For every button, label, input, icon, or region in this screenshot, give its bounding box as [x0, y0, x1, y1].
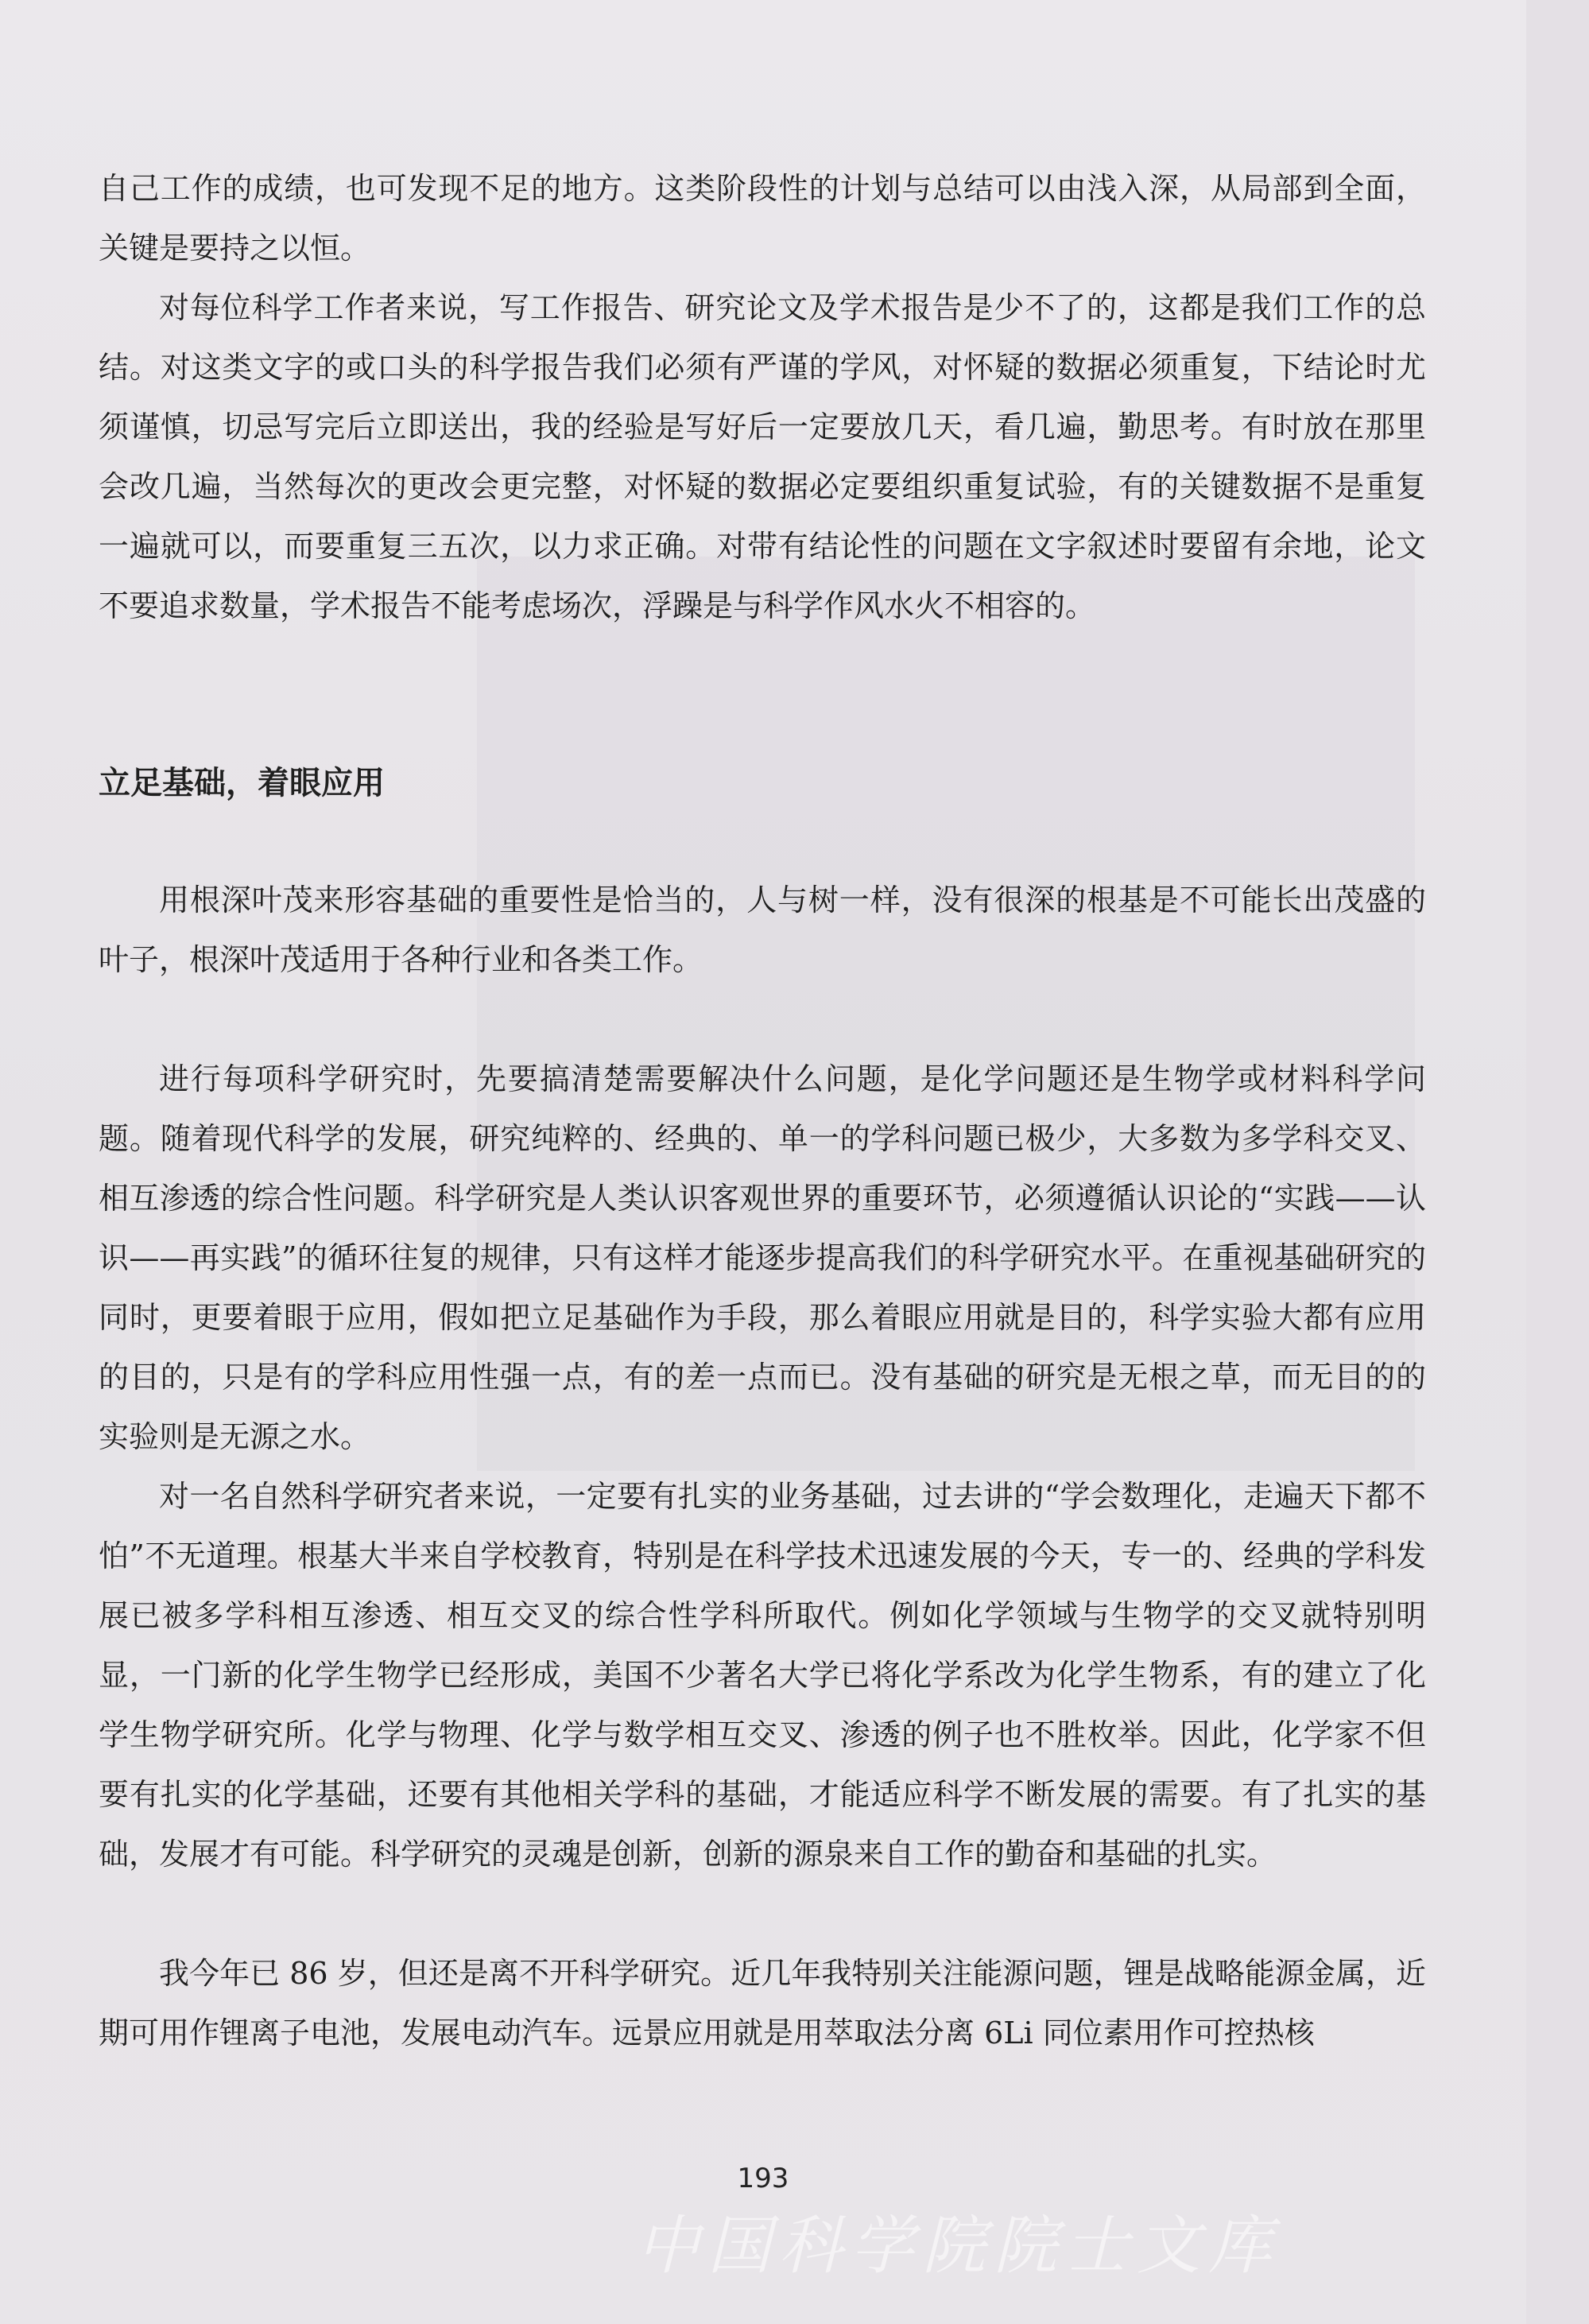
scan-edge [1526, 0, 1589, 2324]
paragraph-3: 用根深叶茂来形容基础的重要性是恰当的，人与树一样，没有很深的根基是不可能长出茂盛的叶子，根深叶茂适用于各种行业和各类工作。 [99, 883, 1426, 977]
text-block-4 [99, 1467, 1426, 1884]
text-block-2 [99, 871, 1426, 990]
paragraph-4: 进行每项科学研究时，先要搞清楚需要解决什么问题，是化学问题还是生物学或材料科学问题。随着现代科学的发展，研究纯粹的、经典的、单一的学科问题已极少，大多数为多学科交叉、相互渗透的综合性问题。科学研究是人类认识客观世界的重要环节，必须遵循认识论的“实践——认识——再实践”的循环往复的规律，只有这样才能逐步提高我们的科学研究水平。在重视基础研究的同时，更要着眼于应用，假如把立足基础作为手段，那么着眼应用就是目的，科学实验大都有应用的目的，只是有的学科应用性强一点，有的差一点而已。没有基础的研究是无根之草，而无目的的实验则是无源之水。 [99, 1061, 1426, 1454]
section-heading: 立足基础，着眼应用 [99, 765, 385, 801]
text-block-5 [99, 1944, 1426, 2063]
text-block-3 [99, 1049, 1426, 1467]
paragraph-6: 我今年已 86 岁，但还是离不开科学研究。近几年我特别关注能源问题，锂是战略能源金属，近期可用作锂离子电池，发展电动汽车。远景应用就是用萃取法分离 6Li 同位素用作可控热核 [99, 1956, 1426, 2050]
text-block-1 [99, 159, 1426, 636]
watermark-logo: 中国科学院院士文库 [636, 2209, 1280, 2283]
page-number: 193 [737, 2163, 789, 2194]
paragraph-2: 对每位科学工作者来说，写工作报告、研究论文及学术报告是少不了的，这都是我们工作的总结。对这类文字的或口头的科学报告我们必须有严谨的学风，对怀疑的数据必须重复，下结论时尤须谨慎，切忌写完后立即送出，我的经验是写好后一定要放几天，看几遍，勤思考。有时放在那里会改几遍，当然每次的更改会更完整，对怀疑的数据必定要组织重复试验，有的关键数据不是重复一遍就可以，而要重复三五次，以力求正确。对带有结论性的问题在文字叙述时要留有余地，论文不要追求数量，学术报告不能考虑场次，浮躁是与科学作风水火不相容的。 [99, 290, 1426, 623]
paragraph-5: 对一名自然科学研究者来说，一定要有扎实的业务基础，过去讲的“学会数理化，走遍天下都不怕”不无道理。根基大半来自学校教育，特别是在科学技术迅速发展的今天，专一的、经典的学科发展已被多学科相互渗透、相互交叉的综合性学科所取代。例如化学领域与生物学的交叉就特别明显，一门新的化学生物学已经形成，美国不少著名大学已将化学系改为化学生物系，有的建立了化学生物学研究所。化学与物理、化学与数学相互交叉、渗透的例子也不胜枚举。因此，化学家不但要有扎实的化学基础，还要有其他相关学科的基础，才能适应科学不断发展的需要。有了扎实的基础，发展才有可能。科学研究的灵魂是创新，创新的源泉来自工作的勤奋和基础的扎实。 [99, 1479, 1426, 1872]
paragraph-1: 自己工作的成绩，也可发现不足的地方。这类阶段性的计划与总结可以由浅入深，从局部到全面，关键是要持之以恒。 [99, 171, 1426, 266]
